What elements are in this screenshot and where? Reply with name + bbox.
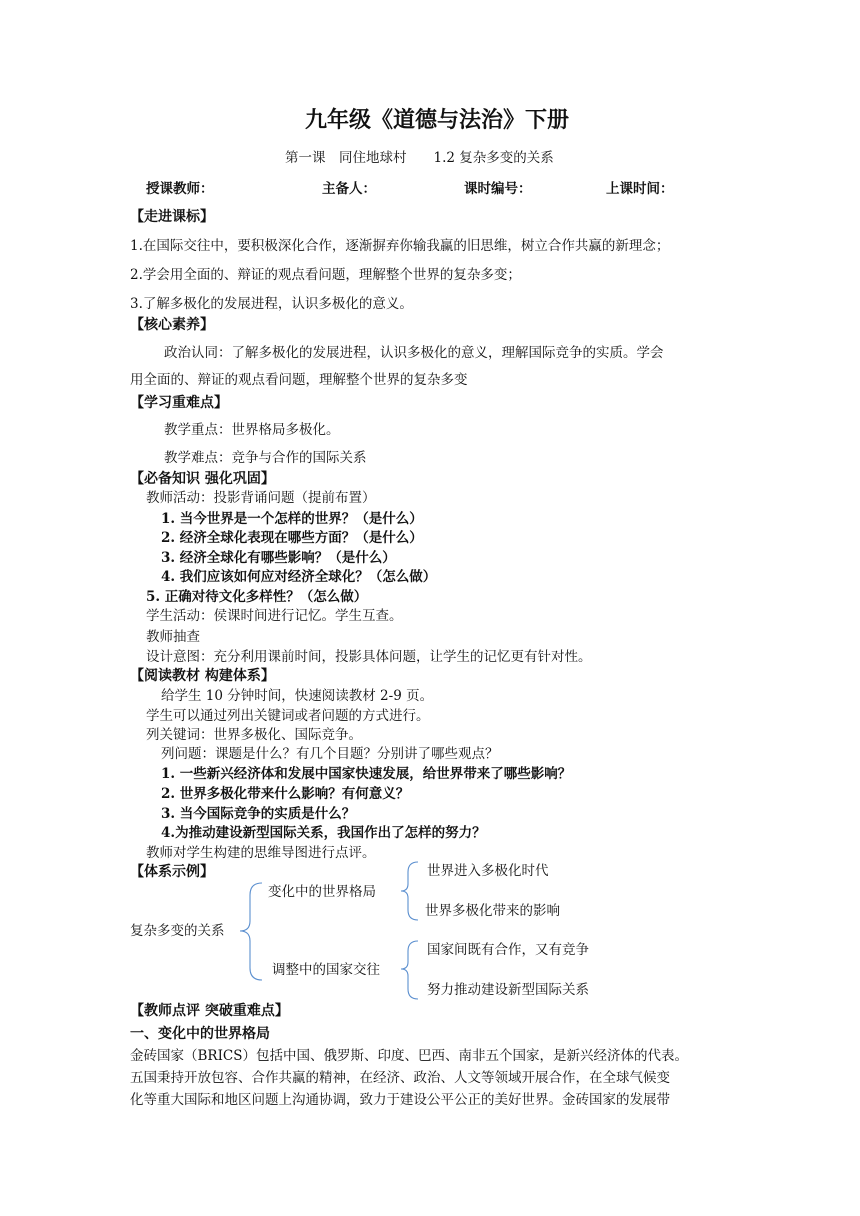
reading-line-2: 学生可以通过列出关键词或者问题的方式进行。 [146,708,430,724]
section-heading-system: 【体系示例】 [130,864,214,880]
mind-map-root: 复杂多变的关系 [130,923,225,939]
reading-line-3: 列关键词：世界多极化、国际竞争。 [146,727,362,743]
recall-question-1: 1. 当今世界是一个怎样的世界？（是什么） [161,511,423,527]
lesson-subtitle: 第一课 同住地球村 1.2 复杂多变的关系 [285,150,554,166]
meta-lesson-no: 课时编号： [464,181,532,197]
mind-map-branch-1: 变化中的世界格局 [268,884,376,900]
page-title: 九年级《道德与法治》下册 [305,108,570,133]
reading-line-1: 给学生 10 分钟时间，快速阅读教材 2-9 页。 [161,688,434,704]
reading-question-1: 1. 一些新兴经济体和发展中国家快速发展，给世界带来了哪些影响？ [161,766,572,782]
section-heading-reading: 【阅读教材 构建体系】 [130,668,275,684]
key-point: 教学重点：世界格局多极化。 [164,422,340,438]
section-heading-review: 【教师点评 突破重难点】 [130,1003,289,1019]
teacher-check: 教师抽查 [146,629,200,645]
meta-preparer: 主备人： [322,181,376,197]
recall-question-2: 2. 经济全球化表现在哪些方面？（是什么） [161,530,423,546]
student-activity: 学生活动：侯课时间进行记忆。学生互查。 [146,608,403,624]
meta-time: 上课时间： [606,181,674,197]
section-heading-knowledge: 【必备知识 强化巩固】 [130,471,275,487]
reading-question-4: 4.为推动建设新型国际关系，我国作出了怎样的努力？ [161,825,486,841]
standard-item-1: 1.在国际交往中，要积极深化合作，逐渐摒弃你输我赢的旧思维，树立合作共赢的新理念； [130,238,670,254]
recall-question-3: 3. 经济全球化有哪些影响？（是什么） [161,550,396,566]
recall-question-5: 5. 正确对待文化多样性？（怎么做） [146,589,368,605]
mind-map-branch-2: 调整中的国家交往 [272,962,380,978]
recall-question-4: 4. 我们应该如何应对经济全球化？（怎么做） [161,569,437,585]
meta-teacher: 授课教师： [146,181,214,197]
subsection-heading: 一、变化中的世界格局 [130,1026,270,1042]
literacy-line-2: 用全面的、辩证的观点看问题，理解整个世界的复杂多变 [130,372,468,388]
hard-point: 教学难点：竞争与合作的国际关系 [164,450,367,466]
reading-question-3: 3. 当今国际竞争的实质是什么？ [161,806,356,822]
section-heading-key-points: 【学习重难点】 [130,395,228,411]
reading-question-2: 2. 世界多极化带来什么影响？有何意义？ [161,786,410,802]
teacher-activity: 教师活动：投影背诵问题（提前布置） [146,490,376,506]
design-intent: 设计意图：充分利用课前时间，投影具体问题，让学生的记忆更有针对性。 [146,649,592,665]
standard-item-3: 3.了解多极化的发展进程，认识多极化的意义。 [130,296,413,312]
mind-map-leaf-2: 世界多极化带来的影响 [425,903,560,919]
root-bracket [240,883,262,980]
mind-map-leaf-4: 努力推动建设新型国际关系 [427,982,589,998]
literacy-line-1: 政治认同：了解多极化的发展进程，认识多极化的意义，理解国际竞争的实质。学会 [164,345,664,361]
paragraph-line-3: 化等重大国际和地区问题上沟通协调，致力于建设公平公正的美好世界。金砖国家的发展带 [130,1092,670,1108]
mind-map-leaf-1: 世界进入多极化时代 [427,863,549,879]
paragraph-line-1: 金砖国家（BRICS）包括中国、俄罗斯、印度、巴西、南非五个国家，是新兴经济体的代表。 [130,1048,688,1064]
standard-item-2: 2.学会用全面的、辩证的观点看问题，理解整个世界的复杂多变； [130,267,521,283]
section-heading-standards: 【走进课标】 [130,209,214,225]
section-heading-literacy: 【核心素养】 [130,317,214,333]
branch-2-bracket [401,941,418,999]
reading-line-4: 列问题：课题是什么？有几个目题？分别讲了哪些观点？ [161,746,499,762]
branch-1-bracket [401,862,418,920]
paragraph-line-2: 五国秉持开放包容、合作共赢的精神，在经济、政治、人文等领域开展合作，在全球气候变 [130,1070,670,1086]
teacher-review: 教师对学生构建的思维导图进行点评。 [146,845,376,861]
mind-map-leaf-3: 国家间既有合作，又有竞争 [427,942,589,958]
